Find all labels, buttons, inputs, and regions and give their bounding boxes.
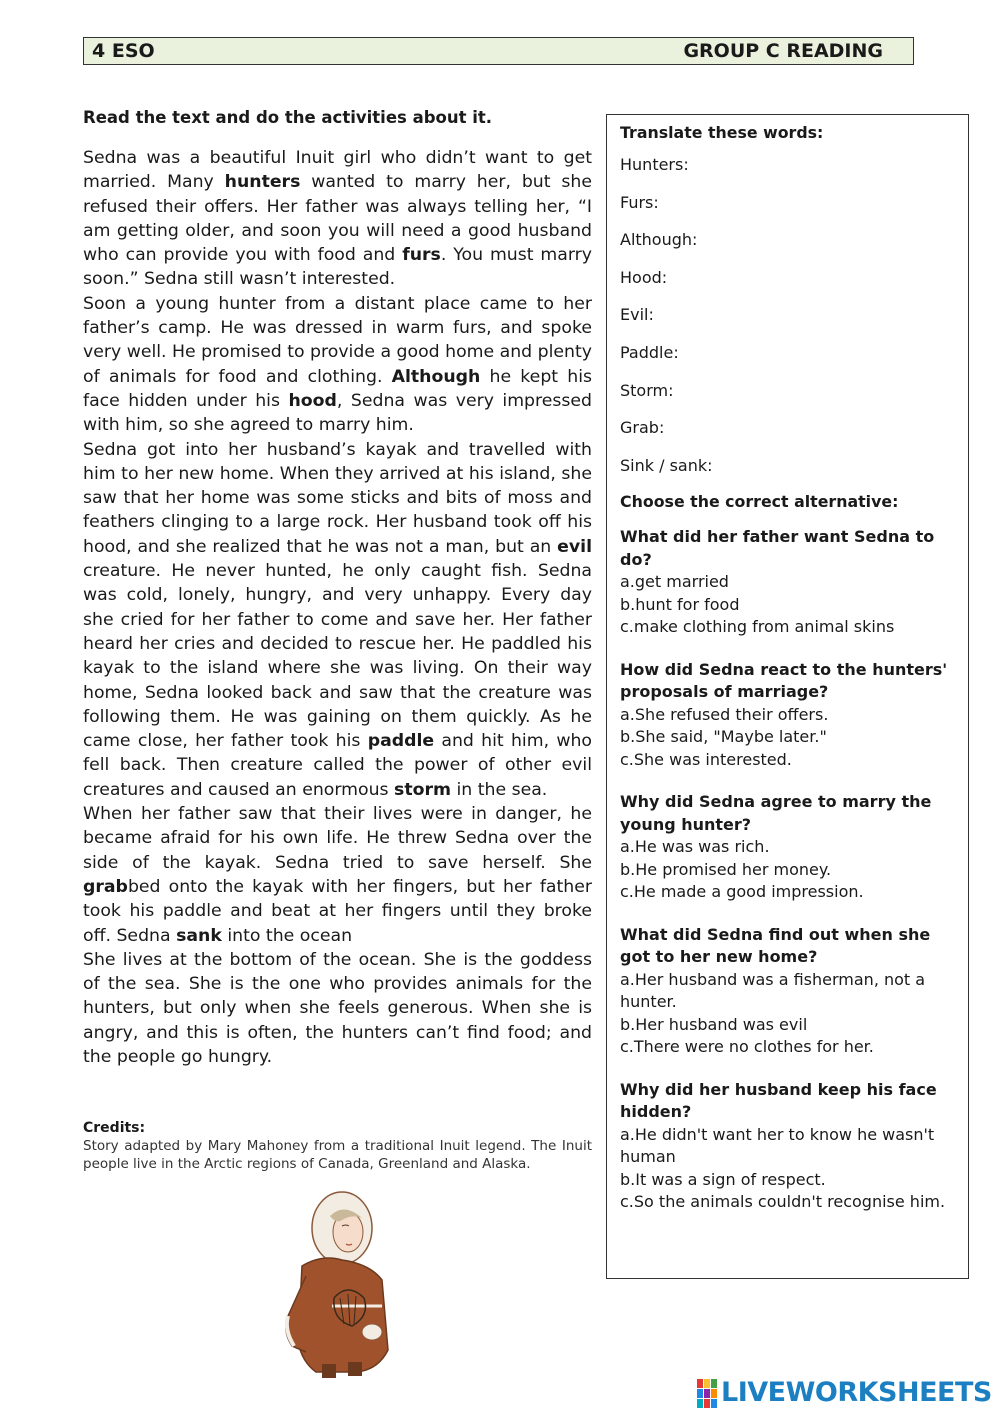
question-5 [620,1079,955,1214]
question-text: Why did Sedna agree to marry the young hunter? [620,792,932,834]
story-text [83,146,592,1069]
option-a[interactable]: a.He was was rich. [620,837,770,857]
header-bar [83,37,914,65]
option-b[interactable]: b.She said, "Maybe later." [620,727,827,747]
story-paragraph: When her father saw that their lives were in danger, he became afraid for his own life. He threw Sedna over the side of the kayak. Sedna tried to save herself. She grabbed onto the kayak with her fingers, but her father took his paddle and beat at her fingers until they broke off. Sedna sank into the ocean [83,804,592,946]
credits-text: Story adapted by Mary Mahoney from a traditional Inuit legend. The Inuit people live in the Arctic regions of Canada, Greenland and Alaska. [83,1138,592,1172]
translate-item: Evil: [620,305,654,325]
instructions: Read the text and do the activities about it. [83,108,493,127]
story-paragraph: Sedna got into her husband’s kayak and travelled with him to her new home. When they arrived at his island, she saw that her home was some sticks and bits of moss and feathers clinging to a large rock. Her husband took off his hood, and she realized that he was not a man, but an evil creature. He never hunted, he only caught fish. Sedna was cold, lonely, hungry, and very unhappy. Every day she cried for her father to come and save her. Her father heard her cries and decided to rescue her. He paddled his kayak to the island where she was living. On their way home, Sedna looked back and saw that the creature was following them. He was gaining on them quickly. As he came close, her father took his paddle and hit him, who fell back. Then creature called the power of other evil creatures and caused an enormous storm in the sea. [83,439,592,800]
question-text: What did Sedna find out when she got to her new home? [620,924,931,967]
option-c[interactable]: c.She was interested. [620,749,792,769]
keyword-paddle: paddle [367,731,435,752]
translate-item: Hood: [620,267,668,287]
option-c[interactable]: c.So the animals couldn't recognise him. [620,1192,946,1212]
translate-word-list [620,156,955,494]
inuit-girl-illustration [262,1186,402,1381]
section-title: GROUP C READING [683,40,883,62]
keyword-furs: furs [402,245,441,266]
translate-item: Grab: [620,418,665,438]
question-text: What did her father want Sedna to do? [620,527,935,569]
story-paragraph: Soon a young hunter from a distant place came to her father’s camp. He was dressed in warm furs, and spoke very well. He promised to provide a good home and plenty of animals for food and clothing. Although he kept his face hidden under his hood, Sedna was very impressed with him, so she agreed to marry him. [83,293,593,436]
question-text: How did Sedna react to the hunters' proposals of marriage? [620,659,948,702]
option-a[interactable]: a.She refused their offers. [620,704,829,724]
story-paragraph: She lives at the bottom of the ocean. She is the goddess of the sea. She is the one who provides animals for the hunters, but only when she feels generous. When she is angry, and this is often, the hunters can’t find food; and the people go hungry. [83,949,592,1067]
translate-item: Hunters: [620,155,689,174]
story-paragraph: Sedna was a beautiful Inuit girl who didn’t want to get married. Many hunters wanted to marry her, but she refused their offers. Her father was always telling her, “I am getting older, and soon you will need a good husband who can provide you with food and furs. You must marry soon.” Sedna still wasn’t interested. [83,148,592,290]
keyword-grab: grab [83,876,128,897]
option-a[interactable]: a.Her husband was a fisherman, not a hunter. [620,969,926,1012]
question-1 [620,526,955,639]
option-b[interactable]: b.It was a sign of respect. [620,1169,826,1189]
translate-item: Although: [620,230,698,250]
keyword-storm: storm [394,779,451,800]
option-c[interactable]: c.make clothing from animal skins [620,617,895,637]
keyword-hunters: hunters [224,172,301,193]
question-2 [620,659,955,772]
logo-text: LIVEWORKSHEETS [721,1377,992,1408]
option-a[interactable]: a.get married [620,572,729,592]
choose-title: Choose the correct alternative: [620,492,899,512]
credits-title: Credits: [83,1120,146,1136]
activities-box [606,114,969,1279]
option-c[interactable]: c.He made a good impression. [620,882,864,902]
liveworksheets-logo[interactable] [697,1377,997,1411]
keyword-although: Although [391,366,481,387]
keyword-evil: evil [557,536,592,557]
option-b[interactable]: b.hunt for food [620,594,740,614]
translate-item: Furs: [620,192,659,212]
translate-title: Translate these words: [620,123,824,142]
option-b[interactable]: b.He promised her money. [620,859,832,879]
option-c[interactable]: c.There were no clothes for her. [620,1037,874,1057]
question-3 [620,791,955,904]
translate-item: Sink / sank: [620,455,713,475]
question-text: Why did her husband keep his face hidden? [620,1079,937,1122]
course-label: 4 ESO [92,40,155,62]
keyword-hood: hood [288,390,337,411]
translate-item: Storm: [620,380,674,400]
translate-item: Paddle: [620,342,679,362]
option-b[interactable]: b.Her husband was evil [620,1014,808,1034]
credits [83,1119,592,1173]
question-4 [620,924,955,1059]
keyword-sank: sank [176,925,222,946]
option-a[interactable]: a.He didn't want her to know he wasn't human [620,1124,935,1167]
logo-blocks-icon [697,1379,719,1409]
